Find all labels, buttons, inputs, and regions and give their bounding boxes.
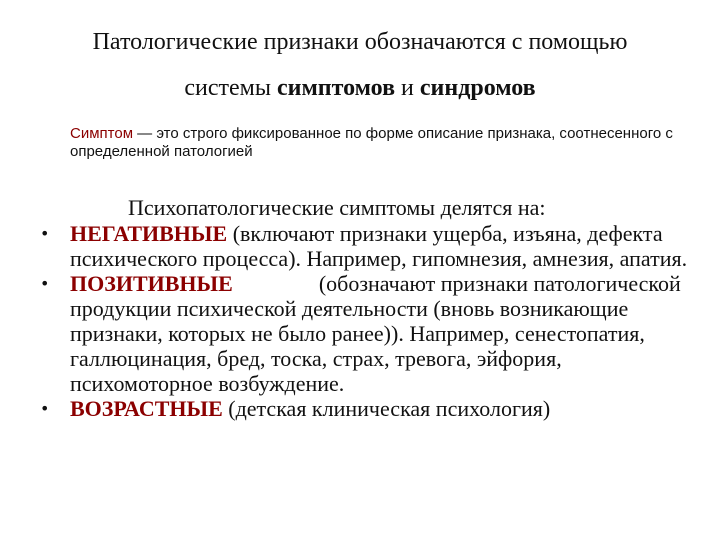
keyword-negative: НЕГАТИВНЫЕ xyxy=(70,221,228,246)
list-item-age xyxy=(40,396,690,421)
item-text-positive: (обозначают признаки патологической продукции психической деятельности (вновь возникающие признаки, которых не было ранее)). Например, сенестопатия, галлюцинация, бред, тоска, страх, тревога, эйфория, психомоторное возбуждение. xyxy=(70,271,681,396)
list-item-positive xyxy=(40,271,690,396)
slide-title-line-2 xyxy=(0,72,720,104)
symptom-definition xyxy=(70,125,690,161)
symptom-type-list xyxy=(40,221,690,421)
bullet-icon: • xyxy=(40,274,50,293)
title-keyword-symptoms: симптомов xyxy=(276,75,396,101)
title-keyword-syndromes: синдромов xyxy=(419,75,536,101)
classification-heading: Психопатологические симптомы делятся на: xyxy=(128,195,546,220)
definition-text: — это строго фиксированное по форме описание признака, соотнесенного с определенной патологией xyxy=(70,125,673,160)
title-prefix: системы xyxy=(184,75,277,101)
item-text-age: (детская клиническая психология) xyxy=(222,396,551,421)
list-item-negative xyxy=(40,221,690,271)
bullet-icon: • xyxy=(40,399,50,418)
title-connector: и xyxy=(395,75,420,101)
item-text-negative: (включают признаки ущерба, изъяна, дефекта психического процесса). Например, гипомнезия, амнезия, апатия. xyxy=(70,221,688,271)
keyword-age: ВОЗРАСТНЫЕ xyxy=(70,396,223,421)
slide-title-line-1: Патологические признаки обозначаются с помощью xyxy=(92,29,628,55)
bullet-icon: • xyxy=(40,224,50,243)
definition-term: Симптом xyxy=(70,125,134,142)
keyword-positive: ПОЗИТИВНЫЕ xyxy=(70,271,233,296)
